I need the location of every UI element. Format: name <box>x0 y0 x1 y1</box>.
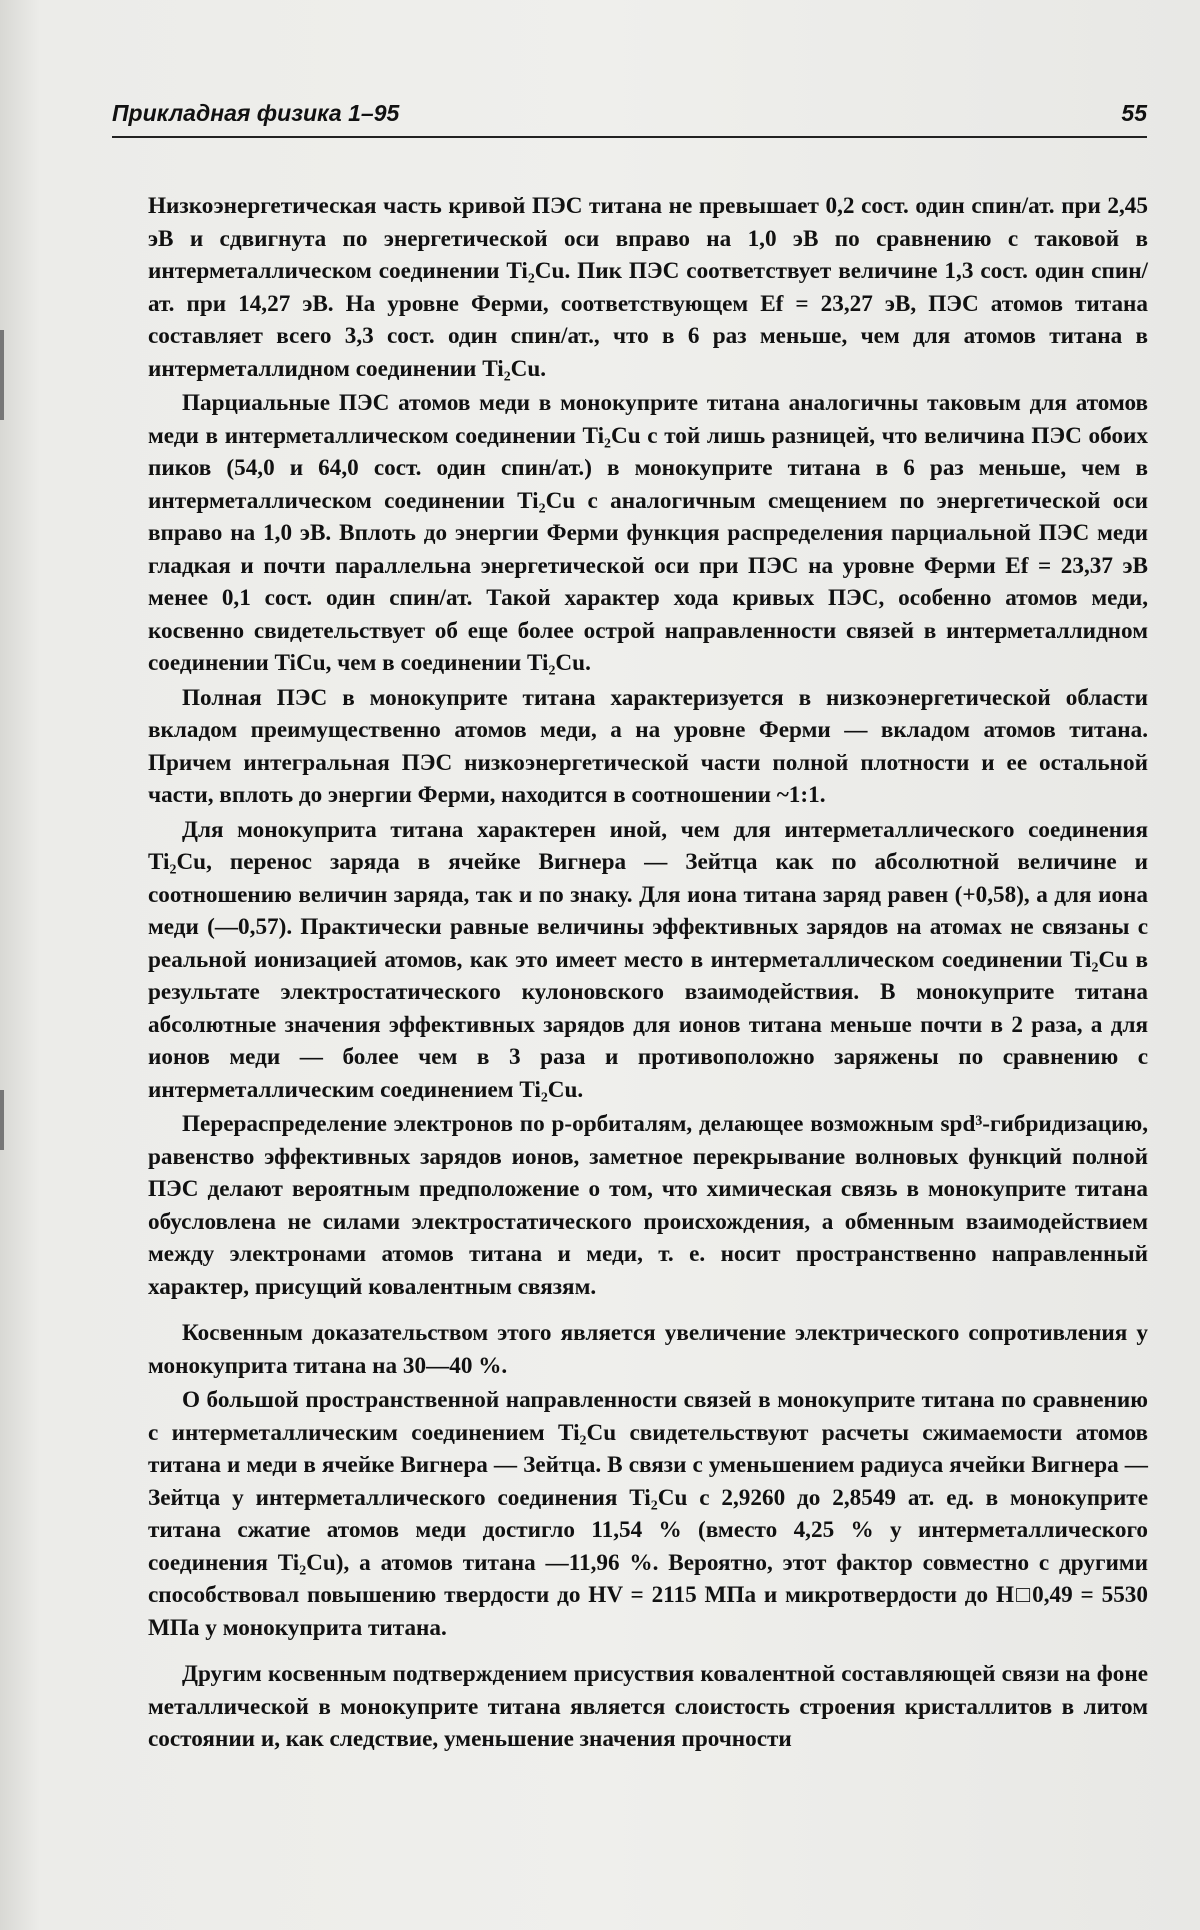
scan-edge-mark <box>0 1090 4 1150</box>
scan-edge-mark <box>0 330 4 420</box>
paragraph: О большой пространственной направленности связей в монокуприте титана по сравнению с интерметаллическим соединением Ti₂Cu свидетельствуют расчеты сжимаемости атомов титана и меди в ячейке Вигнера — Зейтца. В связи с уменьшением радиуса ячейки Вигнера — Зейтца у интерметаллического соединения Ti₂Cu с 2,9260 до 2,8549 ат. ед. в монокуприте титана сжатие атомов меди достигло 11,54 % (вместо 4,25 % у интерметаллического соединения Ti₂Cu), а атомов титана —11,96 %. Вероятно, этот фактор совместно с другими способствовал повышению твердости до HV = 2115 МПа и микротвердости до H□0,49 = 5530 МПа у монокуприта титана. <box>148 1387 1148 1641</box>
running-header <box>112 96 1147 138</box>
paragraph: Парциальные ПЭС атомов меди в монокуприте титана аналогичны таковым для атомов меди в интерметаллическом соединении Ti₂Cu с той лишь разницей, что величина ПЭС обоих пиков (54,0 и 64,0 сост. один спин/ат.) в монокуприте титана в 6 раз меньше, чем в интерметаллическом соединении Ti₂Cu с аналогичным смещением по энергетической оси вправо на 1,0 эВ. Вплоть до энергии Ферми функция распределения парциальной ПЭС меди гладкая и почти параллельна энергетической оси при ПЭС на уровне Ферми Ef = 23,37 эВ менее 0,1 сост. один спин/ат. Такой характер хода кривых ПЭС, особенно атомов меди, косвенно свидетельствует об еще более острой направленности связей в интерметаллидном соединении TiCu, чем в соединении Ti₂Cu. <box>148 390 1148 676</box>
paragraph: Другим косвенным подтверждением присуствия ковалентной составляющей связи на фоне металлической в монокуприте титана является слоистость строения кристаллитов в литом состоянии и, как следствие, уменьшение значения прочности <box>148 1661 1148 1752</box>
paragraph: Перераспределение электронов по p-орбиталям, делающее возможным spd³-гибридизацию, равенство эффективных зарядов ионов, заметное перекрывание волновых функций полной ПЭС делают вероятным предположение о том, что химическая связь в монокуприте титана обусловлена не силами электростатического происхождения, а обменным взаимодействием между электронами атомов титана и меди, т. е. носит пространственно направленный характер, присущий ковалентным связям. <box>148 1111 1148 1300</box>
paragraph: Полная ПЭС в монокуприте титана характеризуется в низкоэнергетической области вкладом преимущественно атомов меди, а на уровне Ферми — вкладом атомов титана. Причем интегральная ПЭС низкоэнергетической части полной плотности и ее остальной части, вплоть до энергии Ферми, находится в соотношении ~1:1. <box>148 684 1148 808</box>
paragraph: Низкоэнергетическая часть кривой ПЭС титана не превышает 0,2 сост. один спин/ат. при 2,45 эВ и сдвигнута по энергетической оси вправо на 1,0 эВ по сравнению с таковой в интерметаллическом соединении Ti₂Cu. Пик ПЭС соответствует величине 1,3 сост. один спин/ат. при 14,27 эВ. На уровне Ферми, соответствующем Ef = 23,27 эВ, ПЭС атомов титана составляет всего 3,3 сост. один спин/ат., что в 6 раз меньше, чем для атомов титана в интерметаллидном соединении Ti₂Cu. <box>148 193 1148 382</box>
page-number: 55 <box>1121 100 1147 126</box>
paragraph: Косвенным доказательством этого является увеличение электрического сопротивления у монокуприта титана на 30—40 %. <box>148 1320 1148 1379</box>
journal-title: Прикладная физика 1–95 <box>112 100 400 126</box>
article-body <box>148 190 1148 1758</box>
paragraph: Для монокуприта титана характерен иной, чем для интерметаллического соединения Ti₂Cu, перенос заряда в ячейке Вигнера — Зейтца как по абсолютной величине и соотношению величин заряда, так и по знаку. Для иона титана заряд равен (+0,58), а для иона меди (—0,57). Практически равные величины эффективных зарядов на атомах не связаны с реальной ионизацией атомов, как это имеет место в интерметаллическом соединении Ti₂Cu в результате электростатического кулоновского взаимодействия. В монокуприте титана абсолютные значения эффективных зарядов для ионов титана меньше почти в 2 раза, а для ионов меди — более чем в 3 раза и противоположно заряжены по сравнению с интерметаллическим соединением Ti₂Cu. <box>148 816 1148 1103</box>
